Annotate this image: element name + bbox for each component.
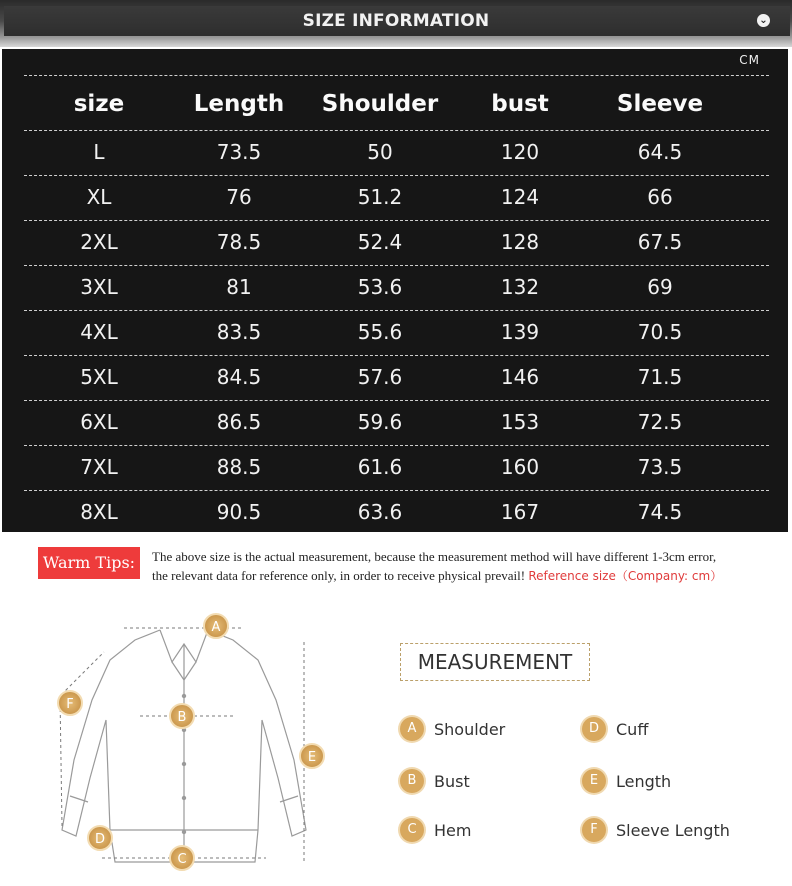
diagram-marker-b bbox=[170, 704, 194, 728]
warm-tips-badge: Warm Tips: bbox=[38, 547, 140, 579]
table-row bbox=[24, 130, 769, 174]
table-header-cell: Shoulder bbox=[321, 91, 439, 117]
tips-line-2 bbox=[152, 567, 722, 584]
legend-badge: C bbox=[400, 818, 424, 842]
legend-badge: E bbox=[582, 769, 606, 793]
table-row bbox=[24, 355, 769, 399]
table-row-cell: 64.5 bbox=[637, 140, 683, 164]
table-row-cell: XL bbox=[86, 185, 112, 209]
table-row-cell: 88.5 bbox=[216, 455, 262, 479]
table-row-cell: 53.6 bbox=[357, 275, 403, 299]
legend-label: Length bbox=[616, 771, 672, 791]
table-row-cell: 63.6 bbox=[357, 500, 403, 524]
chevron-down-icon[interactable]: ⌄ bbox=[757, 14, 770, 27]
table-row-cell: 57.6 bbox=[357, 365, 403, 389]
row-divider bbox=[24, 75, 769, 76]
table-row-cell: 132 bbox=[500, 275, 540, 299]
table-row-cell: 3XL bbox=[80, 275, 118, 299]
table-row-cell: 84.5 bbox=[216, 365, 262, 389]
legend-badge: A bbox=[400, 717, 424, 741]
table-header-cell: Length bbox=[193, 91, 285, 117]
tips-reference: Reference size（Company: cm） bbox=[528, 569, 723, 583]
table-row-cell: 76 bbox=[226, 185, 252, 209]
table-row-cell: 59.6 bbox=[357, 410, 403, 434]
legend-badge: D bbox=[582, 717, 606, 741]
table-row-cell: 73.5 bbox=[216, 140, 262, 164]
table-row-cell: 160 bbox=[500, 455, 540, 479]
marker-letter: A bbox=[211, 620, 221, 635]
tips-line-2-text: the relevant data for reference only, in order to receive physical prevail! bbox=[152, 568, 526, 583]
table-row-cell: 128 bbox=[500, 230, 540, 254]
marker-letter: C bbox=[177, 852, 187, 867]
unit-label: CM bbox=[739, 53, 760, 67]
table-row-cell: L bbox=[93, 140, 105, 164]
size-table bbox=[2, 49, 788, 532]
table-row-cell: 124 bbox=[500, 185, 540, 209]
diagram-marker-d bbox=[88, 826, 112, 850]
legend-label: Hem bbox=[434, 820, 472, 840]
table-row-cell: 167 bbox=[500, 500, 540, 524]
table-row-cell: 52.4 bbox=[357, 230, 403, 254]
diagram-marker-a bbox=[204, 614, 228, 638]
marker-letter: F bbox=[66, 697, 74, 712]
size-info-header bbox=[0, 0, 792, 47]
diagram-marker-f bbox=[58, 691, 82, 715]
table-row-cell: 153 bbox=[500, 410, 540, 434]
diagram-marker-c bbox=[170, 846, 194, 870]
table-row-cell: 81 bbox=[226, 275, 252, 299]
table-row-cell: 146 bbox=[500, 365, 540, 389]
table-row-cell: 67.5 bbox=[637, 230, 683, 254]
table-row-cell: 69 bbox=[647, 275, 673, 299]
table-row bbox=[24, 445, 769, 489]
legend-item-length bbox=[582, 768, 671, 794]
table-row-cell: 74.5 bbox=[637, 500, 683, 524]
legend-item-cuff bbox=[582, 716, 648, 742]
table-row-cell: 6XL bbox=[80, 410, 118, 434]
legend-item-bust bbox=[400, 768, 470, 794]
legend-label: Sleeve Length bbox=[616, 820, 730, 840]
marker-letter: D bbox=[94, 832, 106, 847]
legend-item-hem bbox=[400, 817, 471, 843]
legend-item-sleeve-length bbox=[582, 817, 730, 843]
diagram-marker-e bbox=[300, 744, 324, 768]
header-title: SIZE INFORMATION bbox=[302, 11, 490, 31]
legend-badge: F bbox=[582, 818, 606, 842]
table-row-cell: 8XL bbox=[80, 500, 118, 524]
table-row-cell: 90.5 bbox=[216, 500, 262, 524]
table-row-cell: 66 bbox=[647, 185, 673, 209]
shirt-diagram bbox=[40, 600, 370, 884]
table-row-cell: 78.5 bbox=[216, 230, 262, 254]
table-row-cell: 86.5 bbox=[216, 410, 262, 434]
table-row-cell: 72.5 bbox=[637, 410, 683, 434]
table-row bbox=[24, 310, 769, 354]
table-row-cell: 120 bbox=[500, 140, 540, 164]
table-header bbox=[24, 77, 769, 131]
marker-letter: E bbox=[307, 750, 317, 765]
table-row-cell: 139 bbox=[500, 320, 540, 344]
table-row-cell: 70.5 bbox=[637, 320, 683, 344]
table-row bbox=[24, 175, 769, 219]
legend-label: Shoulder bbox=[434, 719, 506, 739]
legend-label: Bust bbox=[434, 771, 470, 791]
table-row-cell: 73.5 bbox=[637, 455, 683, 479]
table-row-cell: 71.5 bbox=[637, 365, 683, 389]
table-row-cell: 2XL bbox=[80, 230, 118, 254]
table-row-cell: 7XL bbox=[80, 455, 118, 479]
measurement-title: MEASUREMENT bbox=[400, 643, 590, 681]
table-row-cell: 50 bbox=[367, 140, 393, 164]
table-row bbox=[24, 265, 769, 309]
marker-letter: B bbox=[177, 710, 187, 725]
table-row-cell: 5XL bbox=[80, 365, 118, 389]
table-row-cell: 51.2 bbox=[357, 185, 403, 209]
table-header-cell: size bbox=[73, 91, 125, 117]
table-row-cell: 4XL bbox=[80, 320, 118, 344]
diagram-markers bbox=[58, 614, 324, 870]
table-row bbox=[24, 400, 769, 444]
legend-badge: B bbox=[400, 769, 424, 793]
table-row-cell: 61.6 bbox=[357, 455, 403, 479]
table-header-cell: Sleeve bbox=[616, 91, 704, 117]
tips-line-1: The above size is the actual measurement, because the measurement method will have different 1-3cm error, bbox=[152, 549, 717, 564]
legend-item-shoulder bbox=[400, 716, 505, 742]
table-row bbox=[24, 220, 769, 264]
table-row bbox=[24, 490, 769, 534]
legend-label: Cuff bbox=[616, 719, 649, 739]
table-row-cell: 55.6 bbox=[357, 320, 403, 344]
table-row-cell: 83.5 bbox=[216, 320, 262, 344]
table-header-cell: bust bbox=[491, 91, 549, 117]
